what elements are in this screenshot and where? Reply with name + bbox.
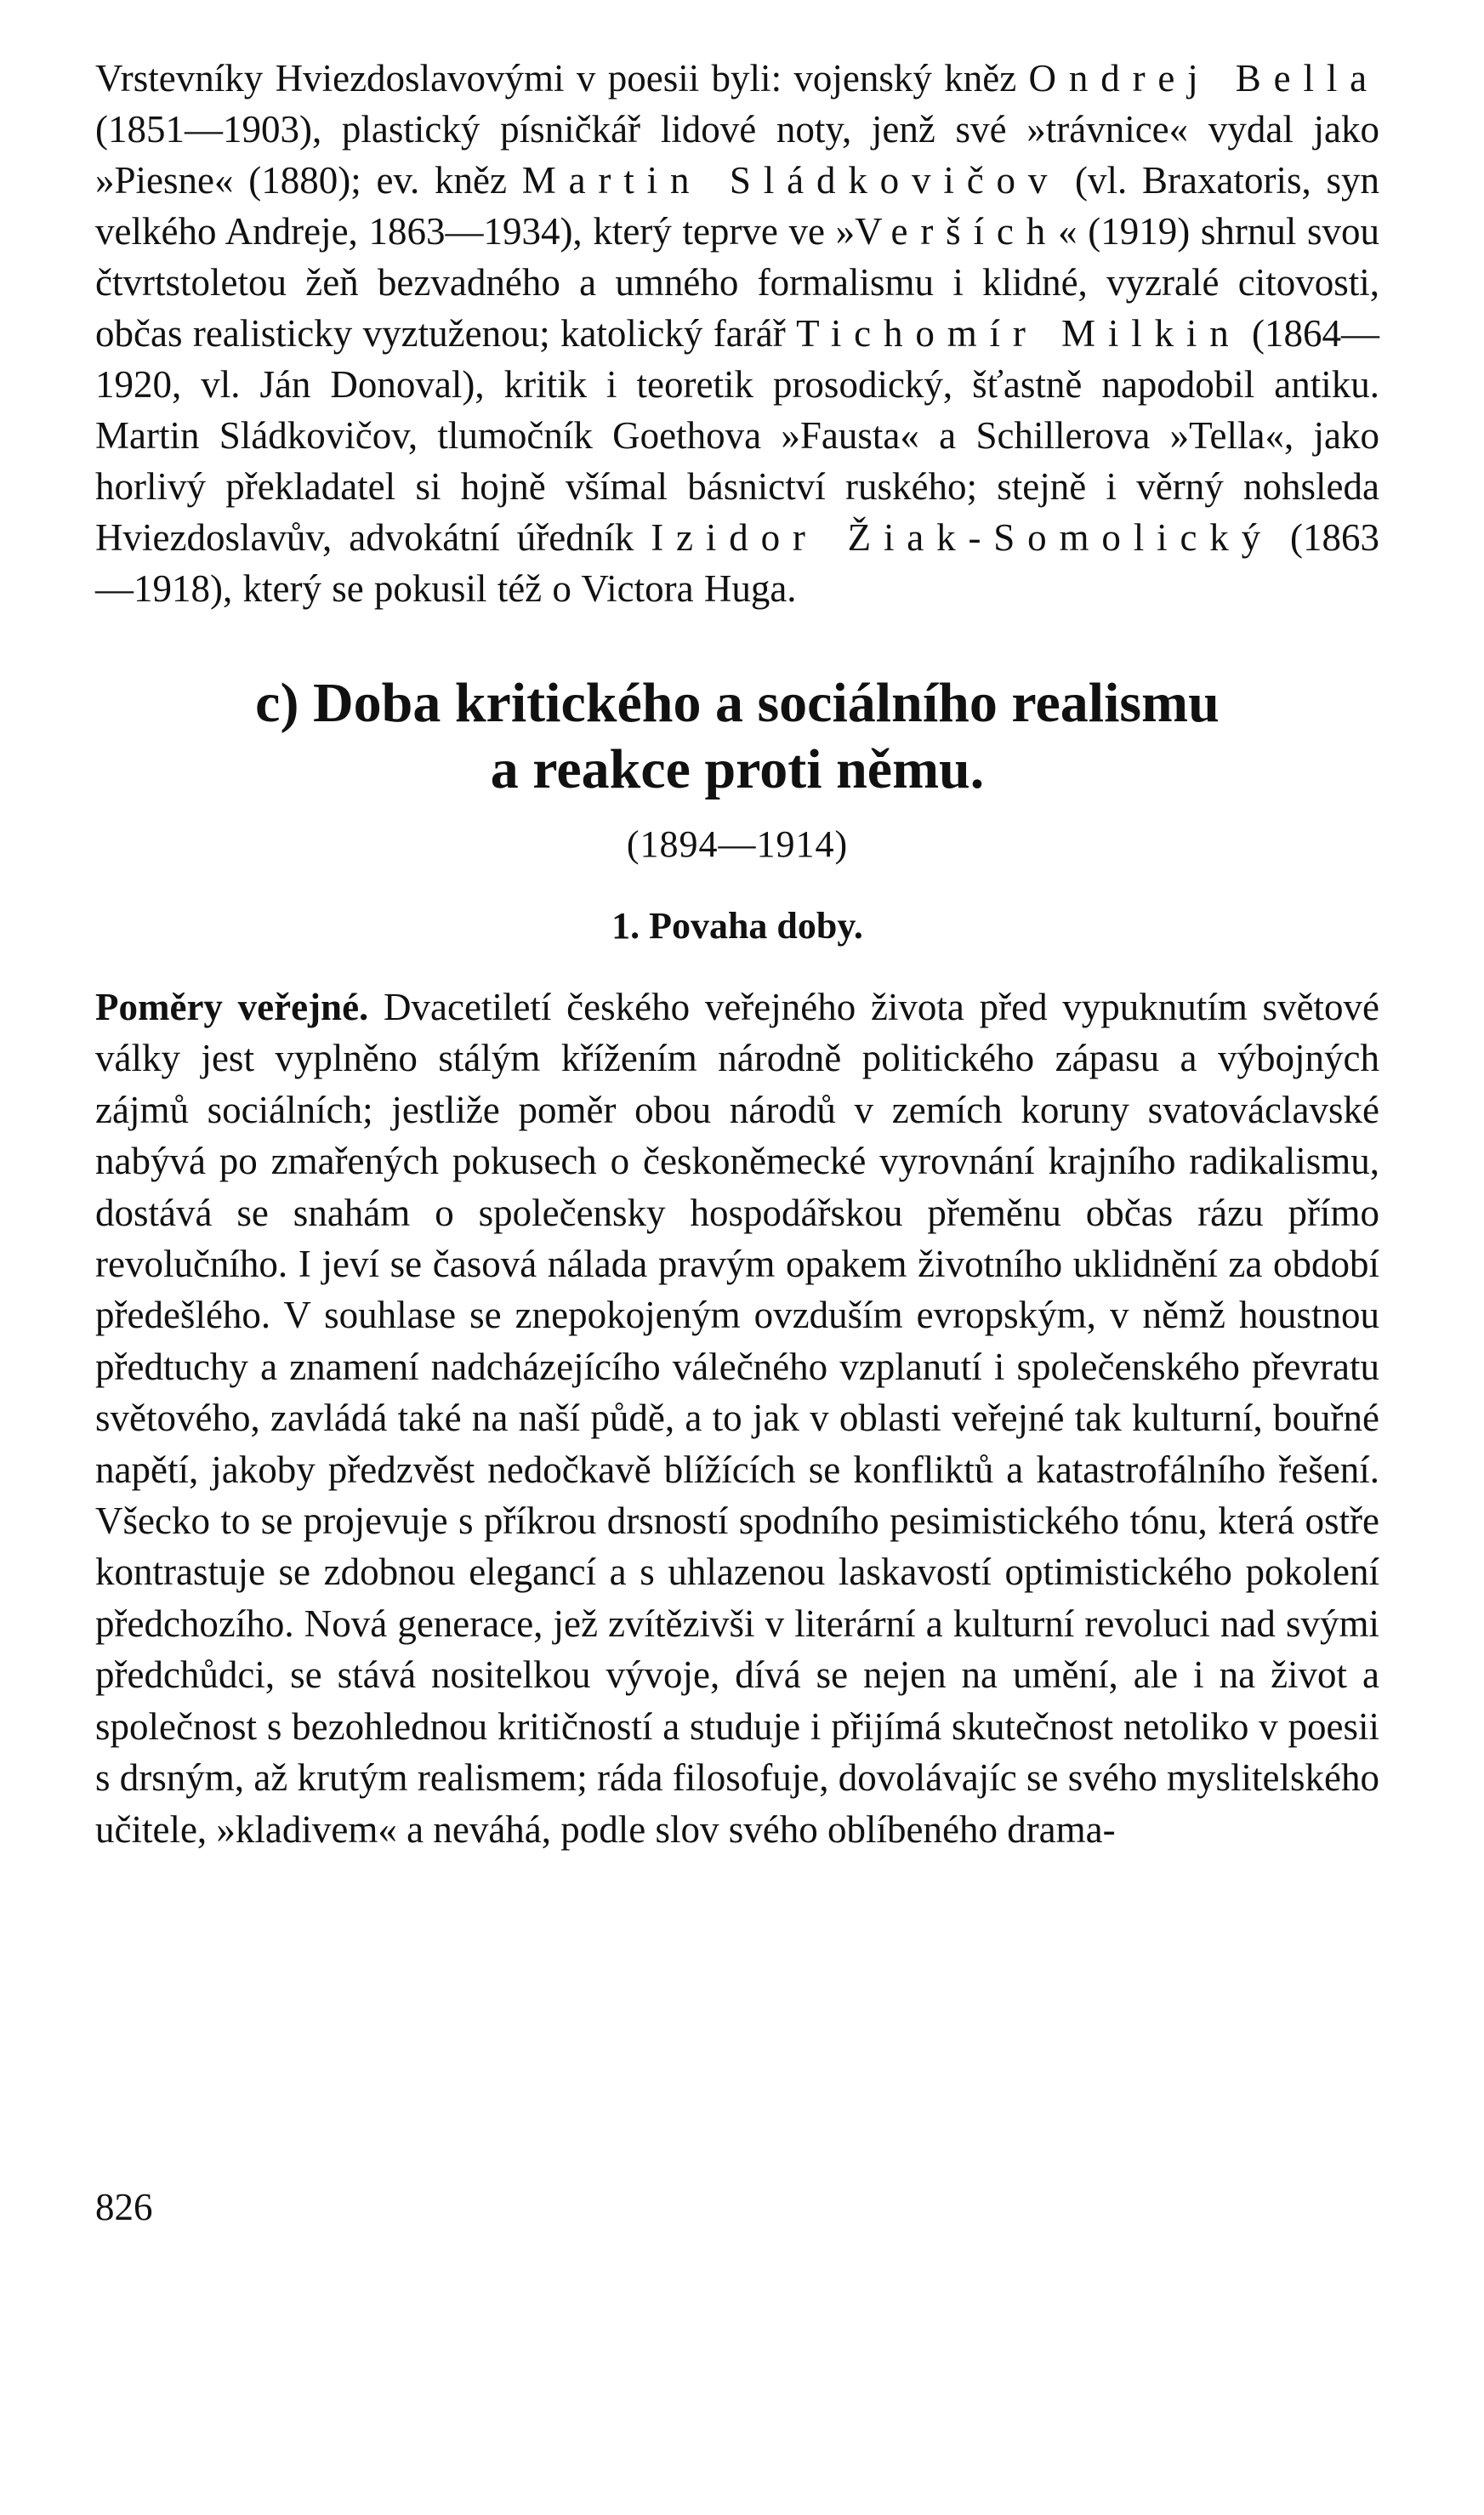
person-name: Tichomír Milkin: [796, 312, 1242, 355]
paragraph-lead: Poměry veřejné.: [95, 986, 369, 1028]
text-segment: (vl. Braxatoris, syn velkého Andreje, 1863—1934), který teprve ve »: [95, 159, 1379, 253]
section-years: (1894—1914): [626, 823, 849, 865]
section-title-line-2: a reakce proti němu.: [490, 738, 985, 800]
section-title-line-1: c) Doba kritického a sociálního realismu: [255, 672, 1220, 734]
text-segment: Vrstevníky Hviezdoslavovými v poesii byli: vojenský kněz: [95, 57, 1029, 100]
page-number: 826: [95, 2186, 153, 2228]
work-title: Verších: [855, 210, 1059, 253]
subheading: 1. Povaha doby.: [611, 905, 863, 947]
text-segment: « (1919) shrnul svou čtvrtstoletou žeň bezvadného a umného formalismu i klidné, vyzralé citovosti, občas realisticky vyztuženou; katolický farář: [95, 210, 1379, 355]
person-name: Ondrej Bella: [1028, 57, 1379, 100]
section-title: [95, 670, 1379, 803]
paragraph-text: Dvacetiletí českého veřejného života před vypuknutím světové války jest vyplněno stálým křížením národně politického zápasu a výbojných zájmů sociálních; jestliže poměr obou národů v zemích koruny svatováclavské nabývá po zmařených pokusech o českoněmecké vyrovnání krajního radikalismu, dostává se snahám o společensky hospodářskou přeměnu občas rázu přímo revolučního. I jeví se časová nálada pravým opakem životního uklidnění za období předešlého. V souhlase se znepokojeným ovzduším evropským, v němž houstnou předtuchy a znamení nadcházejícího válečného vzplanutí i společenského převratu světového, zavládá také na naší půdě, a to jak v oblasti veřejné tak kulturní, bouřné napětí, jakoby předzvěst nedočkavě blížících se konfliktů a katastrofálního řešení. Všecko to se projevuje s příkrou drsností spodního pesimistického tónu, která ostře kontrastuje se zdobnou elegancí a s uhlazenou laskavostí optimistického pokolení předchozího. Nová generace, jež zvítězivši v literární a kulturní revoluci nad svými předchůdci, se stává nositelkou vývoje, dívá se nejen na umění, ale i na život a společnost s bezohlednou kritičností a studuje i přijímá skutečnost netoliko v poesii s drsným, až krutým realismem; ráda filosofuje, dovolávajíc se svého myslitelského učitele, »kladivem« a neváhá, podle slov svého oblíbeného drama-: [95, 986, 1380, 1851]
text-segment: (1851—1903), plastický písničkář lidové noty, jenž své »trávnice« vydal jako »Piesne« (1880); ev. kněz: [95, 108, 1379, 202]
text-segment: (1863—1918), který se pokusil též o Victora Huga.: [95, 516, 1379, 610]
person-name: Izidor Žiak-Somolický: [651, 516, 1273, 559]
text-segment: (1864—1920, vl. Ján Donoval), kritik i teoretik prosodický, šťastně napodobil antiku. Martin Sládkovičov, tlumočník Goethova »Fausta« a Schillerova »Tella«, jako horlivý překladatel si hojně všímal básnictví ruského; stejně i věrný nohsleda Hviezdoslavův, advokátní úředník: [95, 312, 1379, 559]
body-paragraph: [95, 982, 1379, 1855]
person-name: Martin Sládkovičov: [521, 159, 1060, 202]
page-content: [95, 53, 1379, 1855]
top-paragraph: [95, 53, 1379, 614]
